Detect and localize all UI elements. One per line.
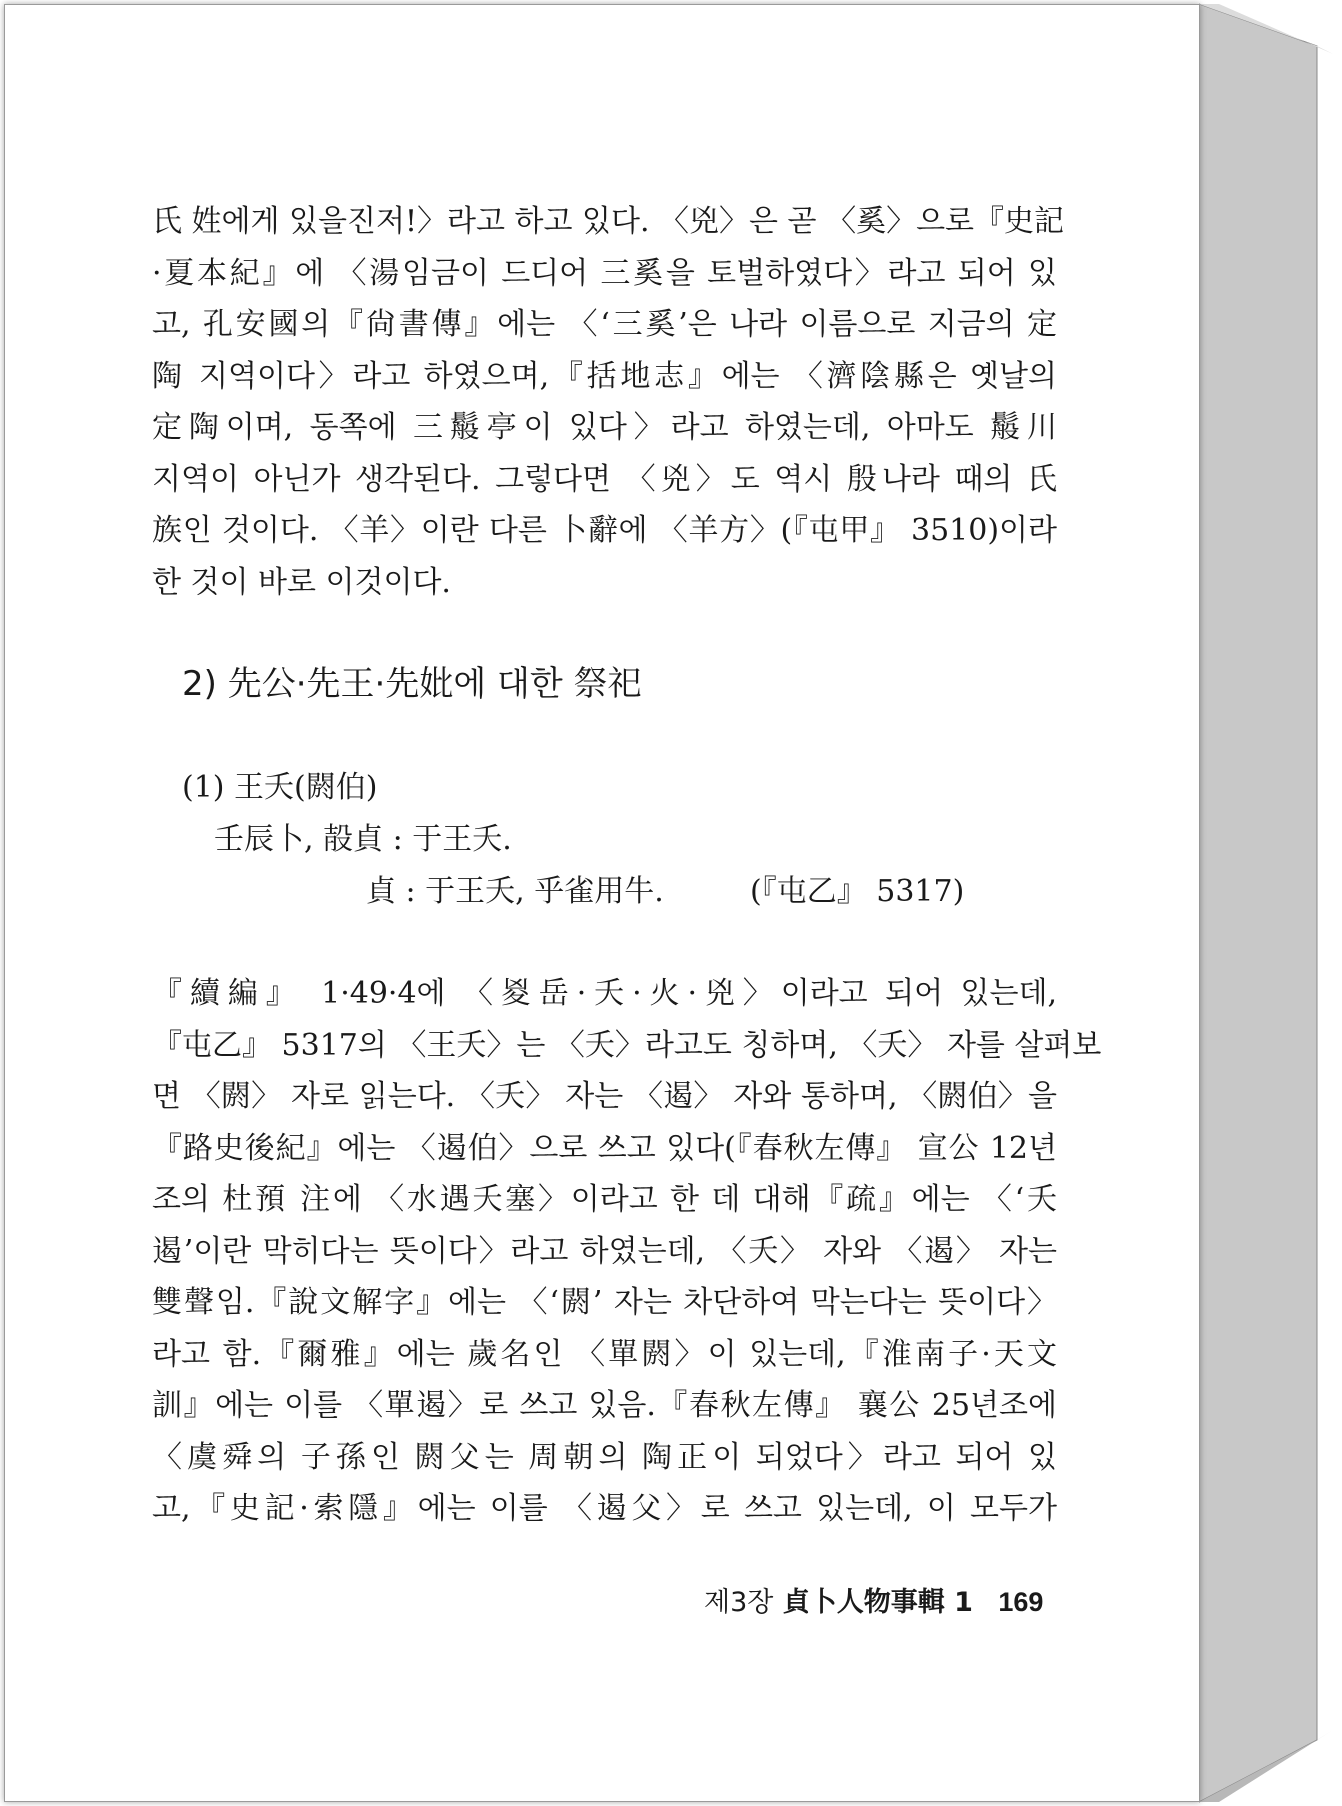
paragraph-1-line: 고, 孔安國의『尙書傳』에는 〈‘三奚’은 나라 이름으로 지금의 定 [152, 307, 1057, 342]
running-footer [704, 1582, 1064, 1623]
paragraph-1 [152, 196, 1065, 608]
paragraph-1-line: 氏 姓에게 있을진저!〉라고 하고 있다. 〈兇〉은 곧 〈奚〉으로『史記 [152, 204, 1065, 239]
paragraph-2-line: 라고 함.『爾雅』에는 歲名인 〈單閼〉이 있는데,『淮南子·天文 [152, 1336, 1057, 1372]
paragraph-1-line: 陶 지역이다〉라고 하였으며,『括地志』에는 〈濟陰縣은 옛날의 [152, 358, 1057, 394]
paragraph-2-line: 『屯乙』 5317의 〈王夭〉는 〈夭〉라고도 칭하며, 〈夭〉 자를 살펴보 [152, 1027, 1102, 1063]
footer-chapter: 제3장 [704, 1587, 774, 1618]
paragraph-1-line: 지역이 아닌가 생각된다. 그렇다면 〈兇〉도 역시 殷나라 때의 氏 [152, 461, 1057, 497]
section-heading: 2) 先公·先王·先妣에 대한 祭祀 [182, 664, 642, 704]
paragraph-1-line: 定陶이며, 동쪽에 三䰉亭이 있다〉라고 하였는데, 아마도 䰉川 [152, 410, 1057, 445]
page-number: 169 [998, 1587, 1044, 1617]
paragraph-2-line: 訓』에는 이를 〈單遏〉로 쓰고 있음.『春秋左傳』 襄公 25년조에 [152, 1388, 1057, 1423]
paragraph-2-line: 면 〈閼〉 자로 읽는다. 〈夭〉 자는 〈遏〉 자와 통하며, 〈閼伯〉을 [152, 1079, 1057, 1114]
paragraph-2-line: 雙聲임.『說文解字』에는 〈‘閼’ 자는 차단하여 막는다는 뜻이다〉 [152, 1285, 1057, 1320]
paragraph-1-line: 한 것이 바로 이것이다. [152, 564, 451, 600]
paragraph-2-line: 『續編』 1·49·4에 〈㚇岳·夭·火·兇〉이라고 되어 있는데, [152, 976, 1057, 1011]
paragraph-2-line: 遏’이란 막히다는 뜻이다〉라고 하였는데, 〈夭〉 자와 〈遏〉 자는 [152, 1233, 1057, 1269]
paragraph-1-line: 族인 것이다. 〈羊〉이란 다른 卜辭에 〈羊方〉(『屯甲』 3510)이라 [152, 513, 1057, 548]
footer-title: 貞卜人物事輯 1 [782, 1587, 973, 1618]
inscription-line-1: 壬辰卜, 㱿貞 : 于王夭. [214, 822, 512, 857]
paragraph-2-line: 고,『史記·索隱』에는 이를 〈遏父〉로 쓰고 있는데, 이 모두가 [152, 1491, 1057, 1526]
paragraph-2 [152, 968, 1102, 1535]
paragraph-1-line: ·夏本紀』에 〈湯임금이 드디어 三奚을 토벌하였다〉라고 되어 있 [152, 255, 1057, 291]
paragraph-2-line: 『路史後紀』에는 〈遏伯〉으로 쓰고 있다(『春秋左傳』 宣公 12년 [152, 1130, 1057, 1166]
inscription-line-2-text: 貞 : 于王夭, 乎雀用牛. [366, 874, 664, 909]
book-edge [1199, 0, 1342, 1806]
paragraph-2-line: 조의 杜預 注에 〈水遇夭塞〉이라고 한 데 대해『疏』에는 〈‘夭 [152, 1182, 1057, 1217]
inscription-line-2 [366, 868, 1066, 916]
inscription-source: (『屯乙』 5317) [750, 874, 965, 909]
sub-heading: (1) 王夭(閼伯) [182, 770, 378, 805]
paragraph-2-line: 〈虞舜의 子孫인 閼父는 周朝의 陶正이 되었다〉라고 되어 있 [152, 1439, 1057, 1475]
